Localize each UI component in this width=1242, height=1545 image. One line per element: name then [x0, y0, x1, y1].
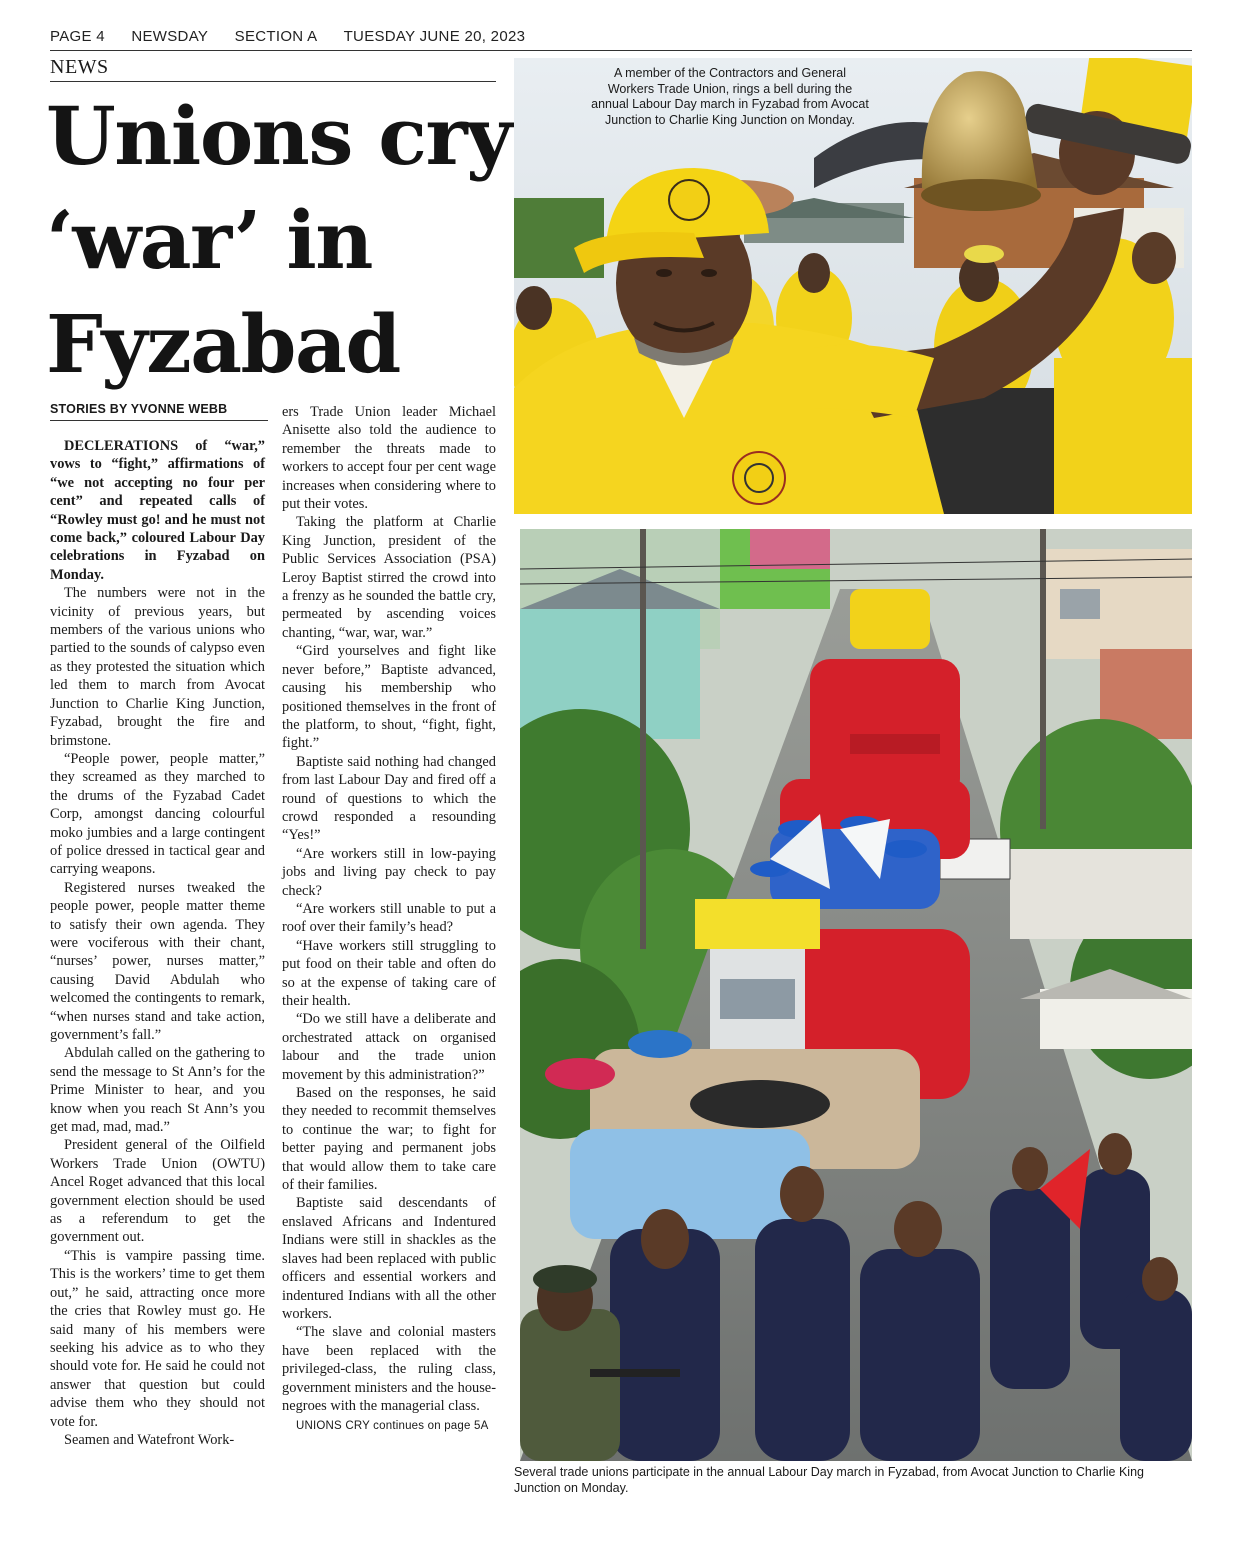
byline-rule	[50, 420, 268, 421]
article-paragraph: “Are workers still unable to put a roof over their family’s head?	[282, 900, 496, 936]
headline-line-3: Fyzabad	[46, 297, 400, 391]
article-paragraph: Taking the platform at Charlie King Junction, president of the Public Services Association (PSA) Leroy Baptist stirred the crowd into a frenzy as he sounded the battle cry, permeated by ascending voices chanting, “war, war, war.”	[282, 514, 496, 641]
section-rule	[50, 81, 496, 82]
article-paragraph: Abdulah called on the gathering to send the message to St Ann’s for the Prime Minister to hear, and you know when you reach St Ann’s you get mad, mad, mad.”	[50, 1045, 265, 1136]
section-label: NEWS	[50, 56, 109, 78]
article-paragraph: Registered nurses tweaked the people power, people matter theme to satisfy their own agenda. They were vociferous with their chant, “nurses’ power, nurses matter,” causing David Abdulah who welcomed the contingents to remark, “when nurses stand and take action, government’s fall.”	[50, 879, 265, 1043]
folio-date: TUESDAY JUNE 20, 2023	[343, 28, 526, 45]
folio-section: SECTION A	[234, 28, 318, 45]
article-paragraph: Based on the responses, he said they needed to recommit themselves to continue the war; to fight for better paying and permanent jobs that would allow them to take care of their families.	[282, 1085, 496, 1194]
article-column-1	[50, 437, 265, 1449]
article-paragraph: “Have workers still struggling to put food on their table and often do so at the expense of taking care of their health.	[282, 937, 496, 1009]
article-paragraph: “This is vampire passing time. This is the workers’ time to get them out,” he said, attracting once more the cries that Rowley must go. He said many of his members were seeking his advice as to who they should vote for. He said he could not answer that question but could advise them who they should not vote for.	[50, 1247, 265, 1430]
article-paragraph: “Do we still have a deliberate and orchestrated attack on organised labour and the trade union movement by this administration?”	[282, 1011, 496, 1083]
photo-march-illustration	[520, 529, 1192, 1461]
folio-page: PAGE 4	[50, 28, 105, 45]
headline-line-2: ‘war’ in	[46, 193, 372, 287]
jump-line: UNIONS CRY continues on page 5A	[296, 1420, 489, 1433]
photo-caption-march: Several trade unions participate in the annual Labour Day march in Fyzabad, from Avocat Junction to Charlie King Junction on Monday.	[514, 1465, 1144, 1495]
article-paragraph: Baptiste said nothing had changed from last Labour Day and fired off a round of questions to which the crowd responded a resounding “Yes!”	[282, 753, 496, 844]
article-paragraph: “The slave and colonial masters have been replaced with the privileged-class, the ruling class, government ministers and the house-negroes with the managerial class.	[282, 1324, 496, 1414]
article-lead: DECLERATIONS of “war,” vows to “fight,” affirmations of “we not accepting no four per cent” and repeated calls of “Rowley must go! and he must not come back,” coloured Labour Day celebrations in Fyzabad on Monday.	[50, 438, 265, 583]
headline-line-1: Unions cry	[46, 89, 512, 183]
headline	[46, 84, 512, 396]
article-column-2	[282, 403, 496, 1436]
article-paragraph: “People power, people matter,” they screamed as they marched to the drums of the Fyzabad Cadet Corp, amongst dancing colourful moko jumbies and a large contingent of police dressed in tactical gear and carrying weapons.	[50, 750, 265, 878]
article-paragraph: Baptiste said descendants of enslaved Africans and Indentured Indians were still in shackles as the slaves had been replaced with public officers and essential workers and indentured Indians with all the other workers.	[282, 1195, 496, 1322]
photo-labour-day-march	[520, 529, 1192, 1461]
byline: STORIES BY YVONNE WEBB	[50, 402, 228, 416]
article-paragraph: “Are workers still in low-paying jobs and living pay check to pay check?	[282, 845, 496, 899]
article-paragraph: President general of the Oilfield Workers Trade Union (OWTU) Ancel Roget advanced that this local government election should be used as a referendum to get the government out.	[50, 1137, 265, 1246]
folio-rule	[50, 50, 1192, 51]
article-paragraph: Seamen and Watefront Work-	[64, 1431, 235, 1448]
folio-line	[50, 28, 1192, 48]
folio-paper: NEWSDAY	[131, 28, 209, 45]
article-paragraph: ers Trade Union leader Michael Anisette also told the audience to remember the threats made to workers to accept four per cent wage increases when considering where to put their votes.	[282, 404, 496, 513]
article-paragraph: “Gird yourselves and fight like never before,” Baptiste advanced, causing his membership who positioned themselves in the front of the platform, to shout, “fight, fight, fight.”	[282, 643, 496, 752]
article-paragraph: The numbers were not in the vicinity of previous years, but members of the various unions who partied to the sounds of calypso even as they protested the situation which led them to march from Avocat Junction to Charlie King Junction, Fyzabad, brought the fire and brimstone.	[50, 585, 265, 749]
photo-caption-bell: A member of the Contractors and General Workers Trade Union, rings a bell during the annual Labour Day march in Fyzabad from Avocat Junction to Charlie King Junction on Monday.	[591, 66, 869, 127]
